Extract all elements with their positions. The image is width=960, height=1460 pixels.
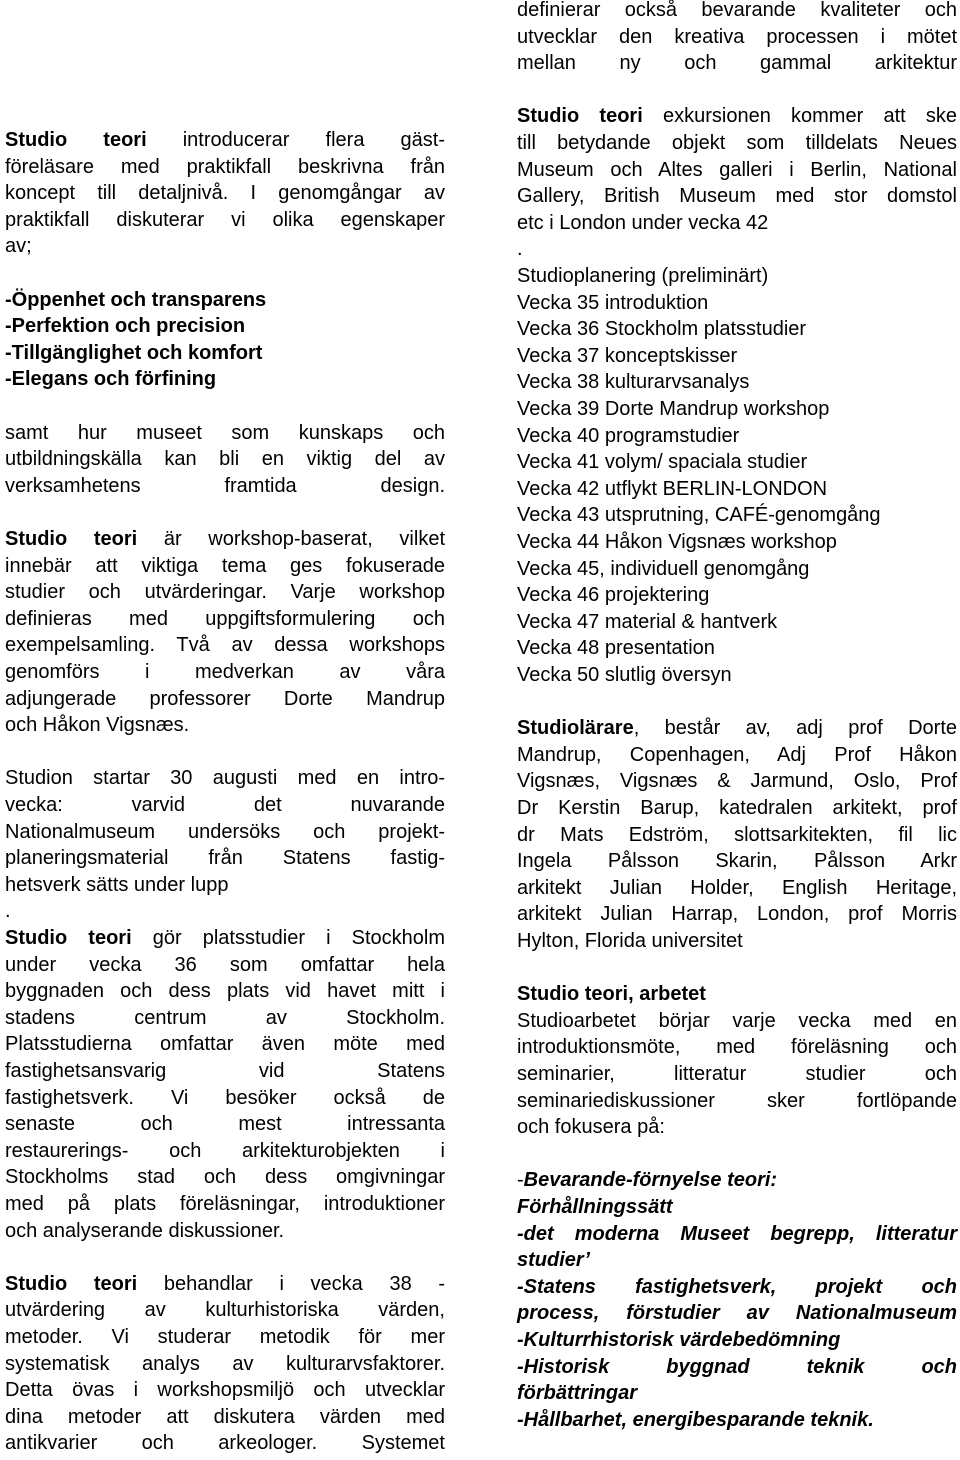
text-line: [5, 233, 445, 260]
line-text: koncept till detaljnivå. I genomgångar av: [5, 182, 445, 205]
text-line: [5, 872, 445, 899]
line-text: adjungerade professorer Dorte Mandrup: [5, 687, 445, 710]
text-line: [517, 157, 957, 184]
line-text: .: [5, 900, 11, 923]
line-text: Dr Kerstin Barup, katedralen arkitekt, prof: [517, 797, 957, 819]
text-line: [5, 606, 445, 633]
line-text: utvärdering av kulturhistoriska värden,: [5, 1299, 445, 1322]
text-line: [517, 1247, 957, 1274]
line-text: arkitekt Julian Holder, English Heritage,: [517, 876, 957, 899]
bold-italic-text: -Hållbarhet, energibesparande teknik.: [517, 1408, 874, 1431]
text-line: [5, 1164, 445, 1191]
line-text: Vecka 38 kulturarvsanalys: [517, 371, 750, 394]
text-line: [5, 1138, 445, 1165]
text-line: [517, 768, 957, 795]
line-text: Vecka 40 programstudier: [517, 424, 740, 447]
line-text: behandlar i vecka 38 -: [137, 1272, 446, 1295]
text-line: [517, 263, 957, 290]
text-line: [517, 1380, 957, 1407]
line-text: med på plats föreläsningar, introduktioner: [5, 1193, 445, 1215]
text-line: [5, 1430, 445, 1457]
line-text: systematisk analys av kulturarvsfaktorer.: [5, 1352, 445, 1375]
line-text: byggnaden och dess plats vid havet mitt i: [5, 980, 445, 1003]
bold-italic-text: -Statens fastighetsverk, projekt och: [517, 1275, 957, 1298]
line-text: studier och utvärderingar. Varje workshop: [5, 581, 445, 604]
line-text: utvecklar den kreativa processen i mötet: [517, 25, 957, 48]
line-text: Museum och Altes galleri i Berlin, National: [517, 158, 957, 181]
text-line: [517, 715, 957, 742]
bold-lead: Studio teori: [5, 1272, 138, 1295]
line-text: vecka: varvid det nuvarande: [5, 794, 445, 816]
bold-lead: Studio teori, arbetet: [517, 983, 706, 1006]
text-line: [517, 1167, 957, 1194]
text-line: [5, 819, 445, 846]
line-text: restaurerings- och arkitekturobjekten i: [5, 1139, 445, 1162]
text-line: [5, 180, 445, 207]
line-text: arkitekt Julian Harrap, London, prof Morris: [517, 903, 957, 926]
text-line: [5, 1271, 445, 1298]
text-line: [5, 632, 445, 659]
text-line: [517, 449, 957, 476]
text-line: [517, 1407, 957, 1434]
bold-lead: -Perfektion och precision: [5, 315, 246, 338]
text-line: [517, 556, 957, 583]
text-line: [517, 316, 957, 343]
line-text: Vecka 48 presentation: [517, 637, 715, 660]
text-line: [517, 635, 957, 662]
line-text: fastighetsverk. Vi besöker också de: [5, 1086, 445, 1109]
text-line: [5, 686, 445, 713]
line-text: Vecka 42 utflykt BERLIN-LONDON: [517, 477, 828, 500]
text-line: [517, 928, 957, 955]
bold-italic-text: -det moderna Museet begrepp, litteratur: [517, 1222, 957, 1245]
text-line: [5, 340, 445, 367]
text-line: [517, 1008, 957, 1035]
text-line: [5, 1085, 445, 1112]
line-text: Vecka 43 utsprutning, CAFÉ-genomgång: [517, 504, 881, 527]
text-line: [517, 1221, 957, 1248]
text-line: [5, 260, 445, 287]
text-line: [517, 1274, 957, 1301]
line-text: gör platsstudier i Stockholm: [131, 927, 445, 949]
text-line: [5, 393, 445, 420]
text-line: [5, 898, 445, 925]
text-line: [517, 396, 957, 423]
line-text: hetsverk sätts under lupp: [5, 873, 229, 896]
text-line: [5, 765, 445, 792]
line-text: Studion startar 30 augusti med en intro-: [5, 767, 445, 790]
text-line: [5, 1191, 445, 1218]
line-text: Hylton, Florida universitet: [517, 930, 743, 952]
text-line: [5, 287, 445, 314]
text-line: [517, 77, 957, 104]
bold-lead: Studiolärare: [517, 717, 634, 740]
line-text: till betydande objekt som tilldelats Neues: [517, 132, 957, 154]
line-text: Vecka 44 Håkon Vigsnæs workshop: [517, 531, 837, 553]
text-line: [517, 662, 957, 689]
line-text: Vecka 45, individuell genomgång: [517, 557, 810, 580]
line-text: innebär att viktiga tema ges fokuserade: [5, 554, 445, 577]
text-line: [5, 845, 445, 872]
text-line: [5, 446, 445, 473]
text-line: [5, 739, 445, 766]
text-line: [5, 1404, 445, 1431]
text-line: [517, 1034, 957, 1061]
text-line: [5, 1218, 445, 1245]
text-line: [5, 659, 445, 686]
bold-italic-text: Bevarande-förnyelse teori:: [523, 1169, 778, 1192]
text-line: [5, 1297, 445, 1324]
line-text: exkursionen kommer att ske: [642, 105, 958, 128]
text-line: [517, 1300, 957, 1327]
text-line: [5, 1351, 445, 1378]
line-text: planeringsmaterial från Statens fastig-: [5, 847, 445, 870]
text-line: [517, 50, 957, 77]
line-text: dr Mats Edström, slottsarkitekten, fil lic: [517, 823, 957, 846]
text-line: [517, 795, 957, 822]
text-line: [517, 1194, 957, 1221]
text-line: [5, 1324, 445, 1351]
text-line: [5, 127, 445, 154]
line-text: etc i London under vecka 42: [517, 211, 769, 234]
line-text: Studioplanering (preliminärt): [517, 265, 769, 287]
text-line: [5, 553, 445, 580]
text-line: [517, 423, 957, 450]
text-line: [517, 1327, 957, 1354]
bold-italic-text: studier’: [517, 1249, 590, 1272]
text-line: [5, 978, 445, 1005]
line-text: och Håkon Vigsnæs.: [5, 714, 190, 737]
line-text: samt hur museet som kunskaps och: [5, 421, 445, 444]
line-text: Gallery, British Museum med stor domstol: [517, 185, 957, 208]
text-line: [517, 210, 957, 237]
text-line: [517, 236, 957, 263]
bold-lead: Studio teori: [5, 927, 132, 949]
line-text: definierar också bevarande kvaliteter och: [517, 0, 957, 21]
line-text: seminariediskussioner sker fortlöpande: [517, 1089, 957, 1112]
line-text: Vecka 36 Stockholm platsstudier: [517, 318, 807, 341]
line-text: av;: [5, 235, 32, 258]
bold-lead: -Öppenhet och transparens: [5, 288, 267, 311]
text-line: [517, 848, 957, 875]
line-text: mellan ny och gammal arkitektur: [517, 52, 957, 75]
text-line: [5, 1111, 445, 1138]
line-text: Studioarbetet börjar varje vecka med en: [517, 1009, 957, 1032]
line-text: seminarier, litteratur studier och: [517, 1063, 957, 1085]
text-line: [517, 1354, 957, 1381]
line-text: verksamhetens framtida design.: [5, 474, 445, 497]
line-text: Platsstudierna omfattar även möte med: [5, 1033, 445, 1056]
line-text: dina metoder att diskutera värden med: [5, 1405, 445, 1428]
line-text: Vecka 41 volym/ spaciala studier: [517, 451, 808, 474]
text-line: [517, 502, 957, 529]
text-line: [517, 1088, 957, 1115]
line-text: praktikfall diskuterar vi olika egenskaper: [5, 208, 445, 231]
text-line: [517, 24, 957, 51]
text-line: [5, 1244, 445, 1271]
text-line: [517, 875, 957, 902]
line-text: stadens centrum av Stockholm.: [5, 1006, 445, 1029]
text-line: [517, 742, 957, 769]
line-text: Mandrup, Copenhagen, Adj Prof Håkon: [517, 743, 957, 766]
line-text: fastighetsansvarig vid Statens: [5, 1060, 445, 1082]
text-line: [517, 0, 957, 24]
line-text: , består av, adj prof Dorte: [633, 717, 957, 740]
text-line: [5, 1031, 445, 1058]
text-line: [517, 689, 957, 716]
text-line: [517, 183, 957, 210]
text-line: [5, 952, 445, 979]
text-line: [5, 366, 445, 393]
bold-italic-text: -Historisk byggnad teknik och: [517, 1355, 957, 1378]
text-line: [517, 476, 957, 503]
line-text: föreläsare med praktikfall beskrivna från: [5, 155, 445, 178]
bold-lead: -Elegans och förfining: [5, 368, 217, 391]
text-line: [5, 154, 445, 181]
text-line: [517, 609, 957, 636]
line-text: Vecka 46 projektering: [517, 584, 710, 607]
bold-lead: Studio teori: [5, 528, 138, 550]
text-line: [5, 1005, 445, 1032]
line-text: introduktionsmöte, med föreläsning och: [517, 1036, 957, 1059]
text-line: [517, 981, 957, 1008]
text-line: [517, 1061, 957, 1088]
text-line: [517, 582, 957, 609]
text-line: [5, 925, 445, 952]
text-line: [517, 822, 957, 849]
text-line: [517, 369, 957, 396]
text-line: [5, 1377, 445, 1404]
line-text: metoder. Vi studerar metodik för mer: [5, 1326, 445, 1348]
line-text: Ingela Pålsson Skarin, Pålsson Arkr: [517, 850, 957, 873]
line-text: .: [517, 238, 523, 261]
text-line: [517, 290, 957, 317]
line-text: genomförs i medverkan av våra: [5, 661, 445, 683]
line-text: exempelsamling. Två av dessa workshops: [5, 634, 445, 657]
bold-italic-text: process, förstudier av Nationalmuseum: [517, 1302, 957, 1325]
text-line: [5, 420, 445, 447]
text-line: [517, 130, 957, 157]
bold-italic-text: -Kulturrhistorisk värdebedömning: [517, 1329, 841, 1351]
line-text: Vigsnæs, Vigsnæs & Jarmund, Oslo, Prof: [517, 770, 957, 793]
bold-lead: -Tillgänglighet och komfort: [5, 341, 263, 364]
line-text: Detta övas i workshopsmiljö och utvecklar: [5, 1379, 445, 1402]
text-line: [517, 529, 957, 556]
bold-italic-text: förbättringar: [517, 1382, 637, 1405]
line-text: senaste och mest intressanta: [5, 1113, 445, 1136]
line-text: Nationalmuseum undersöks och projekt-: [5, 820, 445, 843]
line-text: definieras med uppgiftsformulering och: [5, 607, 445, 630]
line-text: Vecka 50 slutlig översyn: [517, 664, 732, 686]
line-text: och analyserande diskussioner.: [5, 1219, 285, 1242]
text-line: [517, 901, 957, 928]
text-line: [5, 313, 445, 340]
line-text: Vecka 47 material & hantverk: [517, 610, 778, 633]
text-line: [5, 712, 445, 739]
line-text: under vecka 36 som omfattar hela: [5, 953, 445, 976]
text-line: [5, 579, 445, 606]
text-line: [517, 103, 957, 130]
line-text: utbildningskälla kan bli en viktig del av: [5, 448, 445, 471]
line-text: Vecka 37 konceptskisser: [517, 344, 738, 367]
text-line: [5, 1058, 445, 1085]
line-text: Stockholms stad och dess omgivningar: [5, 1166, 445, 1189]
text-line: [5, 499, 445, 526]
text-line: [517, 1141, 957, 1168]
line-text: -: [517, 1169, 524, 1192]
text-line: [5, 792, 445, 819]
line-text: och fokusera på:: [517, 1116, 665, 1139]
line-text: antikvarier och arkeologer. Systemet: [5, 1432, 445, 1455]
text-line: [517, 955, 957, 982]
text-line: [5, 526, 445, 553]
line-text: Vecka 35 introduktion: [517, 291, 709, 314]
bold-lead: Studio teori: [517, 105, 643, 128]
bold-italic-text: Förhållningssätt: [517, 1196, 673, 1218]
line-text: introducerar flera gäst-: [146, 129, 445, 151]
text-line: [517, 1114, 957, 1141]
text-line: [5, 473, 445, 500]
line-text: är workshop-baserat, vilket: [137, 528, 446, 550]
text-line: [517, 343, 957, 370]
text-line: [5, 207, 445, 234]
line-text: Vecka 39 Dorte Mandrup workshop: [517, 398, 830, 420]
bold-lead: Studio teori: [5, 129, 147, 151]
